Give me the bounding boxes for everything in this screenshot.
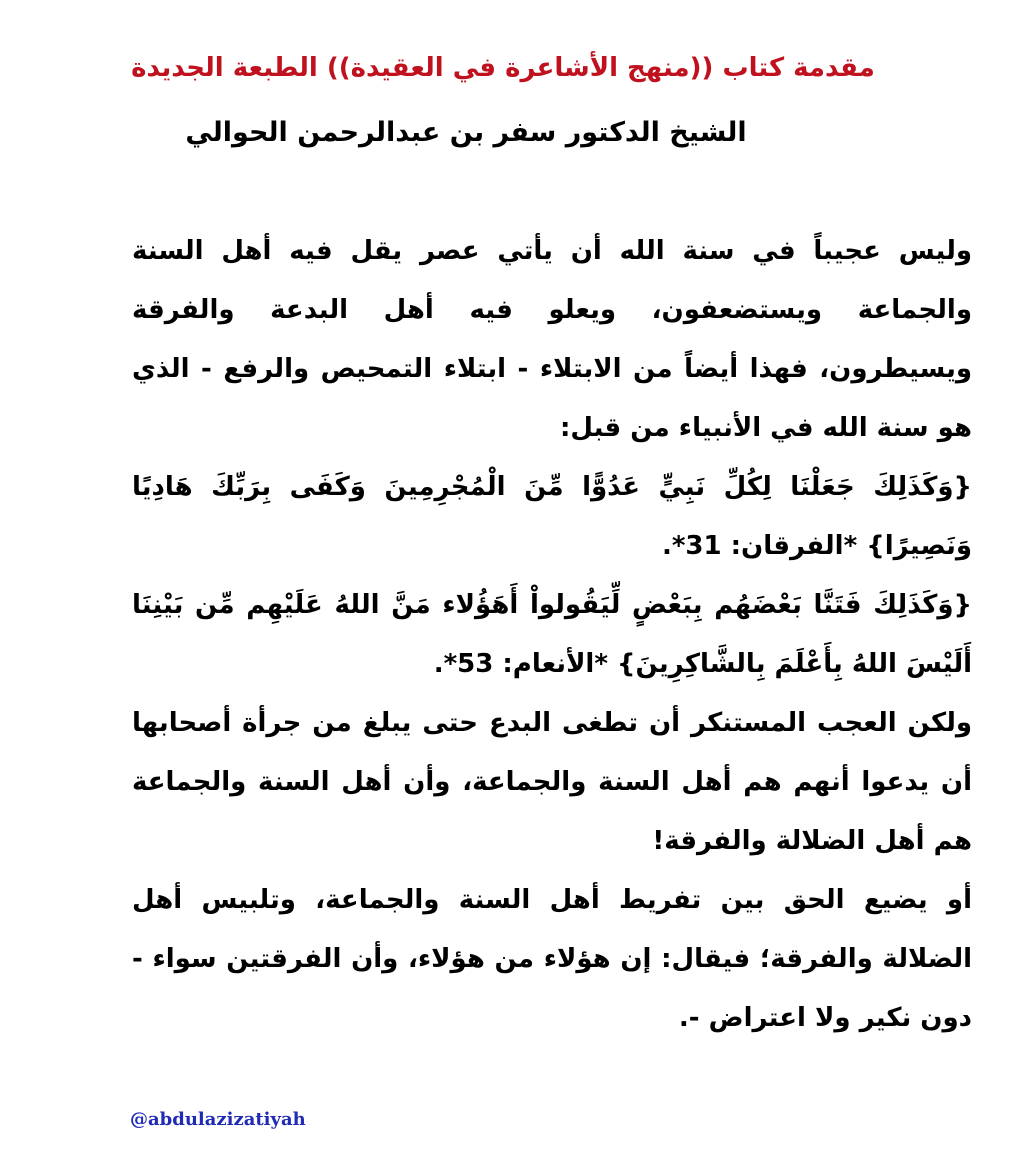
paragraph-conclusion: أو يضيع الحق بين تفريط أهل السنة والجماعة، وتلبيس أهل الضلالة والفرقة؛ فيقال: إن هؤلاء من هؤلاء، وأن الفرقتين سواء - دون نكير ولا اعتراض -. [132, 885, 972, 1033]
paragraph-intro: وليس عجيباً في سنة الله أن يأتي عصر يقل فيه أهل السنة والجماعة ويستضعفون، ويعلو فيه أهل البدعة والفرقة ويسيطرون، فهذا أيضاً من الابتلاء - ابتلاء التمحيص والرفع - الذي هو سنة الله في الأنبياء من قبل: [132, 236, 972, 443]
document-title: مقدمة كتاب ((منهج الأشاعرة في العقيدة)) الطبعة الجديدة [131, 53, 875, 83]
paragraph-bida: ولكن العجب المستنكر أن تطغى البدع حتى يبلغ من جرأة أصحابها أن يدعوا أنهم هم أهل السنة والجماعة، وأن أهل السنة والجماعة هم أهل الضلالة والفرقة! [132, 708, 972, 856]
quran-verse-furqan: {وَكَذَلِكَ جَعَلْنَا لِكُلِّ نَبِيٍّ عَدُوًّا مِّنَ الْمُجْرِمِينَ وَكَفَى بِرَبِّكَ هَادِيًا وَنَصِيرًا} *الفرقان: 31*. [132, 472, 972, 561]
quran-verse-anam: {وَكَذَلِكَ فَتَنَّا بَعْضَهُم بِبَعْضٍ لِّيَقُولواْ أَهَؤُلاء مَنَّ اللهُ عَلَيْهِم مِّن بَيْنِنَا أَلَيْسَ اللهُ بِأَعْلَمَ بِالشَّاكِرِينَ} *الأنعام: 53*. [132, 590, 972, 679]
document-body [132, 222, 972, 1048]
social-handle: @abdulazizatiyah [130, 1109, 306, 1130]
author-name: الشيخ الدكتور سفر بن عبدالرحمن الحوالي [185, 117, 747, 148]
